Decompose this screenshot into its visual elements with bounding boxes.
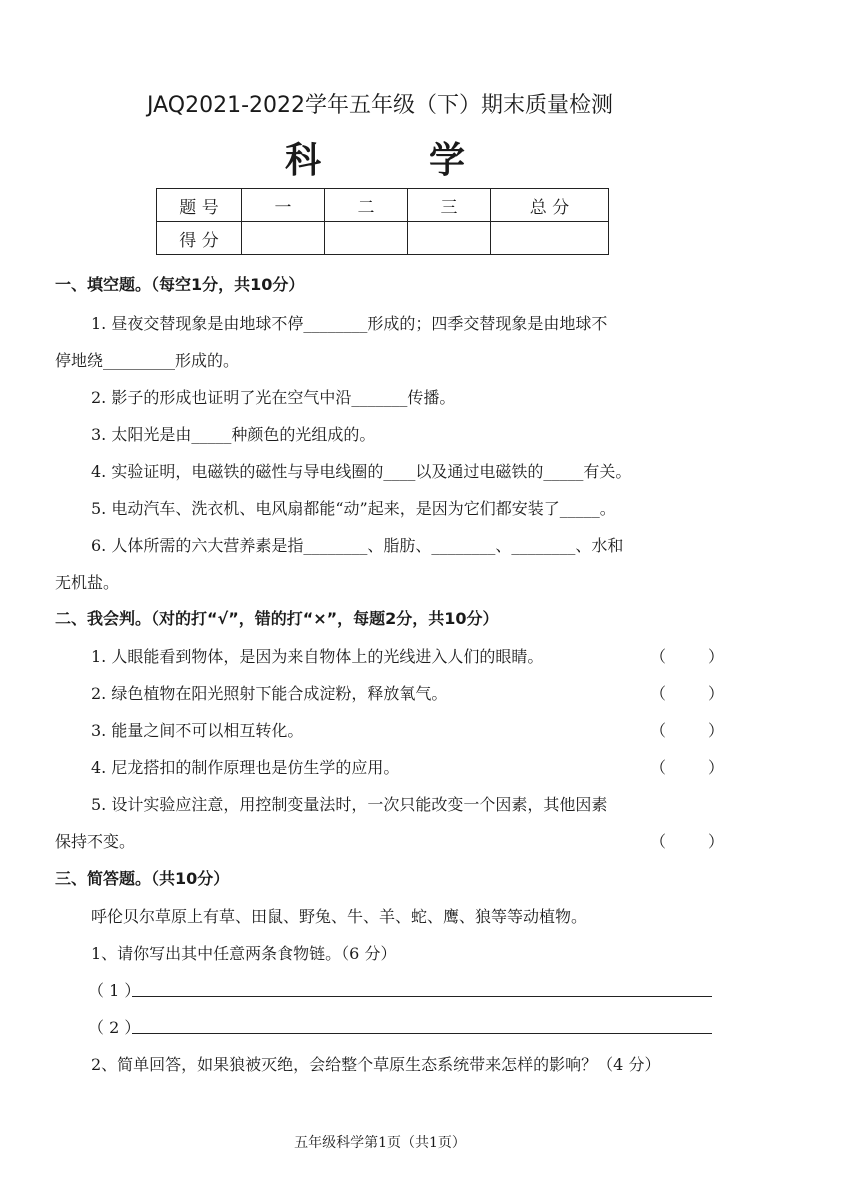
subject-title bbox=[285, 132, 465, 183]
section3-heading: 三、简答题。（共10分） bbox=[55, 869, 230, 888]
judge-q1-paren-close: ） bbox=[708, 647, 725, 666]
judge-q2: 2. 绿色植物在阳光照射下能合成淀粉，释放氧气。 bbox=[91, 684, 448, 703]
page-footer: 五年级科学第1页（共1页） bbox=[294, 1135, 466, 1151]
subject-char-1: 科 bbox=[285, 140, 322, 181]
score-cell-1[interactable] bbox=[242, 222, 325, 255]
exam-title: JAQ2021-2022学年五年级（下）期末质量检测 bbox=[147, 93, 613, 118]
judge-q5-line1: 5. 设计实验应注意，用控制变量法时，一次只能改变一个因素，其他因素 bbox=[91, 795, 608, 814]
subject-char-2: 学 bbox=[429, 140, 466, 181]
answer-line-1[interactable] bbox=[132, 996, 712, 997]
fill-q6-line2: 无机盐。 bbox=[55, 573, 120, 592]
score-table-header-row bbox=[157, 189, 609, 222]
short-answer-intro: 呼伦贝尔草原上有草、田鼠、野兔、牛、羊、蛇、鹰、狼等等动植物。 bbox=[91, 907, 588, 926]
score-table bbox=[156, 188, 609, 255]
score-header-cell: 一 bbox=[242, 189, 325, 222]
judge-q1: 1. 人眼能看到物体，是因为来自物体上的光线进入人们的眼睛。 bbox=[91, 647, 544, 666]
judge-q5-paren-open[interactable]: （ bbox=[650, 832, 667, 851]
answer-line-2[interactable] bbox=[132, 1033, 712, 1034]
score-cell-2[interactable] bbox=[325, 222, 408, 255]
judge-q3-paren-open[interactable]: （ bbox=[650, 721, 667, 740]
judge-q4: 4. 尼龙搭扣的制作原理也是仿生学的应用。 bbox=[91, 758, 400, 777]
answer-label-1: （ 1 ） bbox=[88, 981, 141, 1000]
score-header-cell: 题 号 bbox=[157, 189, 242, 222]
fill-q6-line1: 6. 人体所需的六大营养素是指________、脂肪、________、________、水和 bbox=[91, 536, 624, 555]
answer-label-2: （ 2 ） bbox=[88, 1018, 141, 1037]
judge-q4-paren-open[interactable]: （ bbox=[650, 758, 667, 777]
fill-q5: 5. 电动汽车、洗衣机、电风扇都能“动”起来，是因为它们都安装了_____。 bbox=[91, 499, 616, 518]
judge-q5-line2: 保持不变。 bbox=[55, 832, 136, 851]
score-cell-total[interactable] bbox=[491, 222, 609, 255]
section2-heading: 二、我会判。（对的打“√”，错的打“×”，每题2分，共10分） bbox=[55, 609, 499, 628]
fill-q2: 2. 影子的形成也证明了光在空气中沿_______传播。 bbox=[91, 388, 456, 407]
judge-q4-paren-close: ） bbox=[708, 758, 725, 777]
section1-heading: 一、填空题。（每空1分，共10分） bbox=[55, 275, 305, 294]
score-header-cell: 二 bbox=[325, 189, 408, 222]
fill-q1-line2: 停地绕_________形成的。 bbox=[55, 351, 240, 370]
fill-q3: 3. 太阳光是由_____种颜色的光组成的。 bbox=[91, 425, 376, 444]
judge-q1-paren-open[interactable]: （ bbox=[650, 647, 667, 666]
judge-q3-paren-close: ） bbox=[708, 721, 725, 740]
judge-q2-paren-open[interactable]: （ bbox=[650, 684, 667, 703]
short-answer-q2: 2、简单回答，如果狼被灭绝，会给整个草原生态系统带来怎样的影响？（4 分） bbox=[91, 1055, 661, 1074]
short-answer-q1: 1、请你写出其中任意两条食物链。（6 分） bbox=[91, 944, 397, 963]
judge-q2-paren-close: ） bbox=[708, 684, 725, 703]
score-header-cell: 总 分 bbox=[491, 189, 609, 222]
score-table-score-row bbox=[157, 222, 609, 255]
score-row-label: 得 分 bbox=[157, 222, 242, 255]
fill-q1-line1: 1. 昼夜交替现象是由地球不停________形成的；四季交替现象是由地球不 bbox=[91, 314, 608, 333]
fill-q4: 4. 实验证明，电磁铁的磁性与导电线圈的____以及通过电磁铁的_____有关。 bbox=[91, 462, 632, 481]
score-cell-3[interactable] bbox=[408, 222, 491, 255]
judge-q3: 3. 能量之间不可以相互转化。 bbox=[91, 721, 304, 740]
score-header-cell: 三 bbox=[408, 189, 491, 222]
judge-q5-paren-close: ） bbox=[708, 832, 725, 851]
